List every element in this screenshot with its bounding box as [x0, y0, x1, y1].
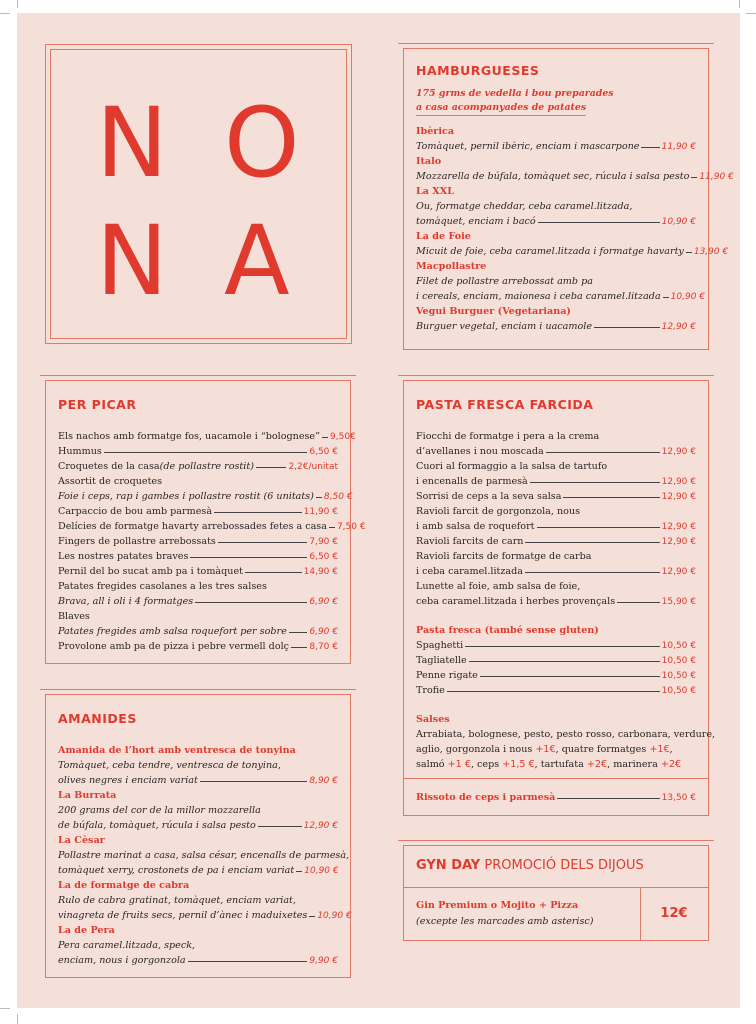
gyn-day-offer: Gin Premium o Mojito + Pizza [416, 900, 579, 911]
menu-item-row: Hummus 6,50 € [58, 446, 338, 457]
menu-item-name: La Burrata [58, 790, 117, 801]
menu-item-row: Patates fregides amb salsa roquefort per sobre 6,90 € [58, 626, 338, 637]
salses-line: salmó +1 €, ceps +1,5 €, tartufata +2€, marinera +2€ [416, 759, 682, 770]
menu-item-desc: Pollastre marinat a casa, salsa césar, encenalls de parmesà, [58, 850, 350, 861]
menu-item-name: Fiocchi de formatge i pera a la crema [416, 431, 600, 442]
section-title: AMANIDES [58, 711, 137, 726]
menu-item-row: Trofie 10,50 € [416, 685, 696, 696]
menu-item-name: Ravioli farcits de formatge de carba [416, 551, 592, 562]
menu-item-name: La de Pera [58, 925, 115, 936]
menu-item-name: Patates fregides casolanes a les tres salses [58, 581, 267, 592]
logo-letter-n2: N [96, 205, 168, 317]
logo-letter-a: A [224, 205, 290, 317]
menu-item-row: tomàquet xerry, crostonets de pa i enciam variat 10,90 € [58, 865, 339, 876]
menu-item-row: ceba caramel.litzada i herbes provençals 15,90 € [416, 596, 696, 607]
salses-line: aglio, gorgonzola i nous +1€, quatre formatges +1€, [416, 744, 673, 755]
menu-item-row: Mozzarella de búfala, tomàquet sec, rúcula i salsa pesto 11,90 € [416, 169, 696, 184]
salses-line: Arrabiata, bolognese, pesto, pesto rosso, carbonara, verdure, [416, 729, 716, 740]
menu-item-row: vinagreta de fruits secs, pernil d’ànec i maduixetes 10,90 € [58, 910, 352, 921]
pasta-section [403, 380, 716, 816]
menu-item-row: Foie i ceps, rap i gambes i pollastre rostit (6 unitats) 8,50 € [58, 491, 353, 502]
menu-item-row: Les nostres patates braves 6,50 € [58, 551, 338, 562]
menu-item-name: Macpollastre [416, 261, 487, 272]
price: 12,90 € [661, 322, 696, 332]
menu-item-row: Els nachos amb formatge fos, uacamole i “bolognese” 9,50€ [58, 431, 356, 442]
menu-item-name: Assortit de croquetes [58, 476, 163, 487]
logo-letter-n1: N [96, 87, 168, 199]
menu-item-row: Pernil del bo sucat amb pa i tomàquet 14,90 € [58, 566, 338, 577]
menu-item-desc: Rulo de cabra gratinat, tomàquet, enciam variat, [58, 895, 296, 906]
intro-line: a casa acompanyades de patates [416, 101, 586, 116]
menu-item-row: olives negres i enciam variat 8,90 € [58, 775, 338, 786]
hamburgueses-section [403, 48, 734, 350]
menu-item-row: i ceba caramel.litzada 12,90 € [416, 566, 696, 577]
menu-item-name: Lunette al foie, amb salsa de foie, [416, 581, 581, 592]
menu-item-row: Micuit de foie, ceba caramel.litzada i formatge havarty 13,90 € [416, 244, 696, 259]
menu-item-row: d’avellanes i nou moscada 12,90 € [416, 446, 696, 457]
menu-item-row: Croquetes de la casa (de pollastre rostit) 2,2€/unitat [58, 461, 338, 472]
menu-item-row: enciam, nous i gorgonzola 9,90 € [58, 955, 338, 966]
amanides-section [45, 694, 351, 978]
menu-item-name: Ibèrica [416, 126, 455, 137]
menu-item-desc: Tomàquet, ceba tendre, ventresca de tonyina, [58, 760, 281, 771]
price: 11,90 € [699, 172, 734, 182]
gyn-day-section [403, 845, 709, 941]
menu-item-desc: Pera caramel.litzada, speck, [58, 940, 196, 951]
menu-item-desc: Filet de pollastre arrebossat amb pa [416, 276, 593, 287]
menu-item-row: Burguer vegetal, enciam i uacamole 12,90 € [416, 319, 696, 334]
menu-item-row: Penne rigate 10,50 € [416, 670, 696, 681]
price: 10,90 € [661, 217, 696, 227]
menu-item-row: Rissoto de ceps i parmesà 13,50 € [416, 792, 696, 803]
menu-item-row: Tomàquet, pernil ibèric, enciam i mascarpone 11,90 € [416, 139, 696, 154]
menu-item-row: Ravioli farcits de carn 12,90 € [416, 536, 696, 547]
logo-box [45, 44, 352, 344]
menu-item-row: tomàquet, enciam i bacó 10,90 € [416, 214, 696, 229]
menu-item-row: Provolone amb pa de pizza i pebre vermell dolç 8,70 € [58, 641, 338, 652]
menu-item-row: i cereals, enciam, maionesa i ceba caramel.litzada 10,90 € [416, 289, 696, 304]
per-picar-section [45, 380, 366, 664]
menu-item-row: Sorrisi de ceps a la seva salsa 12,90 € [416, 491, 696, 502]
menu-item-name: La XXL [416, 186, 454, 197]
menu-item-name: Vegui Burguer (Vegetariana) [416, 306, 571, 317]
price: 13,90 € [693, 247, 729, 257]
menu-item-name: Blaves [58, 611, 90, 622]
menu-item-row: i encenalls de parmesà 12,90 € [416, 476, 696, 487]
gyn-day-note: (excepte les marcades amb asterisc) [416, 916, 594, 927]
menu-item-desc: 200 grams del cor de la millor mozzarella [58, 805, 261, 816]
intro-line: 175 grms de vedella i bou preparades [416, 88, 614, 99]
price: 10,90 € [670, 292, 706, 302]
menu-item-name: Cuori al formaggio a la salsa de tartufo [416, 461, 608, 472]
menu-item-name: La de formatge de cabra [58, 880, 190, 891]
menu-item-row: Brava, all i oli i 4 formatges 6,90 € [58, 596, 338, 607]
menu-item-row: i amb salsa de roquefort 12,90 € [416, 521, 696, 532]
section-title: PASTA FRESCA FARCIDA [416, 397, 594, 412]
menu-item-name: Ravioli farcit de gorgonzola, nous [416, 506, 581, 517]
section-title: PER PICAR [58, 397, 137, 412]
menu-item-row: Carpaccio de bou amb parmesà 11,90 € [58, 506, 338, 517]
gyn-day-title: GYN DAY PROMOCIÓ DELS DIJOUS [416, 858, 644, 873]
menu-item-name: La Cèsar [58, 835, 105, 846]
menu-item-row: Tagliatelle 10,50 € [416, 655, 696, 666]
menu-item-name: La de Foie [416, 231, 471, 242]
menu-item-row: de búfala, tomàquet, rúcula i salsa pesto 12,90 € [58, 820, 338, 831]
gyn-day-price: 12€ [660, 906, 688, 921]
menu-item-row: Spaghetti 10,50 € [416, 640, 696, 651]
price: 11,90 € [661, 142, 696, 152]
menu-item-desc: Ou, formatge cheddar, ceba caramel.litzada, [416, 201, 633, 212]
subsection-title: Salses [416, 714, 450, 725]
section-title: HAMBURGUESES [416, 63, 540, 78]
menu-item-name: Italo [416, 156, 442, 167]
menu-item-name: Amanida de l’hort amb ventresca de tonyina [58, 745, 296, 756]
logo-letter-o: O [224, 87, 300, 199]
subsection-title: Pasta fresca (també sense gluten) [416, 625, 599, 636]
menu-item-row: Delícies de formatge havarty arrebossades fetes a casa 7,50 € [58, 521, 366, 532]
menu-item-row: Fingers de pollastre arrebossats 7,90 € [58, 536, 338, 547]
